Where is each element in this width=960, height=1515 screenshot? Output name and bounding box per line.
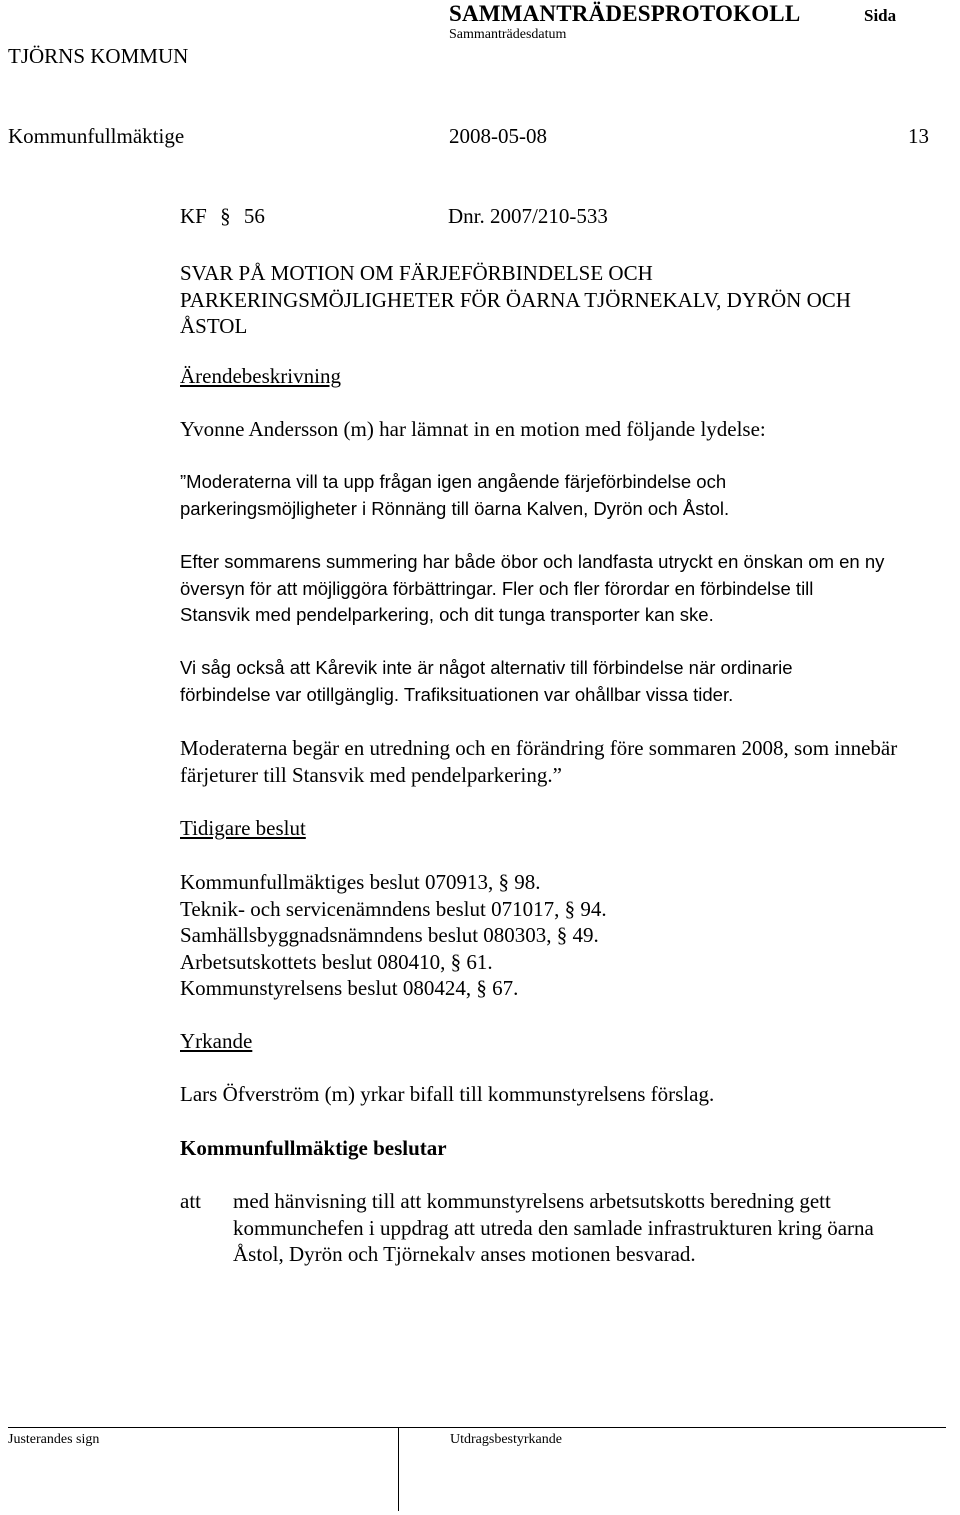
page-label: Sida — [864, 6, 897, 25]
meeting-date: 2008-05-08 — [449, 124, 547, 148]
case-title-line: SVAR PÅ MOTION OM FÄRJEFÖRBINDELSE OCH — [180, 261, 653, 285]
case-dnr: Dnr. 2007/210-533 — [448, 204, 608, 228]
motion-paragraph — [180, 469, 729, 522]
att-label: att — [180, 1189, 201, 1213]
list-item: Kommunstyrelsens beslut 080424, § 67. — [180, 976, 519, 1000]
arendebeskrivning-intro: Yvonne Andersson (m) har lämnat in en motion med följande lydelse: — [180, 417, 766, 441]
meeting-date-label: Sammanträdesdatum — [449, 27, 567, 42]
section-symbol: § — [220, 204, 231, 228]
section-number: 56 — [243, 204, 265, 228]
beslut-line: med hänvisning till att kommunstyrelsens arbetsutskotts beredning gett — [233, 1189, 831, 1213]
yrkande-heading: Yrkande — [180, 1029, 253, 1053]
case-reference — [180, 204, 608, 229]
page-number: 13 — [908, 124, 929, 148]
decision-body-name: Kommunfullmäktige — [8, 124, 185, 148]
protocol-title: SAMMANTRÄDESPROTOKOLL — [449, 1, 801, 26]
motion-line: Efter sommarens summering har både öbor och landfasta utryckt en önskan om en ny — [180, 551, 885, 572]
municipality-name: TJÖRNS KOMMUN — [8, 44, 189, 68]
motion-line: översyn för att möjliggöra förbättringar. Fler och fler förordar en förbindelse till — [180, 577, 814, 599]
tidigare-beslut-heading: Tidigare beslut — [180, 816, 306, 840]
motion-closing — [180, 735, 897, 788]
list-item: Teknik- och servicenämndens beslut 071017, § 94. — [180, 896, 607, 921]
list-item: Kommunfullmäktiges beslut 070913, § 98. — [180, 870, 541, 894]
footer-divider — [8, 1427, 946, 1428]
motion-line: förbindelse var otillgänglig. Trafiksituationen var ohållbar vissa tider. — [180, 683, 734, 705]
beslut-line: Åstol, Dyrön och Tjörnekalv anses motionen besvarad. — [233, 1242, 696, 1266]
yrkande-text: Lars Öfverström (m) yrkar bifall till kommunstyrelsens förslag. — [180, 1082, 715, 1106]
footer-vertical-divider — [398, 1427, 399, 1511]
kf-label: KF — [180, 204, 207, 228]
motion-line: parkeringsmöjligheter i Rönnäng till öarna Kalven, Dyrön och Åstol. — [180, 497, 730, 519]
motion-line: Vi såg också att Kårevik inte är något alternativ till förbindelse när ordinarie — [180, 657, 793, 678]
utdragsbestyrkande-label: Utdragsbestyrkande — [450, 1432, 562, 1447]
list-item: Arbetsutskottets beslut 080410, § 61. — [180, 949, 493, 974]
motion-paragraph — [180, 549, 884, 629]
justerandes-sign-label: Justerandes sign — [8, 1432, 100, 1447]
case-title-line: ÅSTOL — [180, 314, 248, 338]
arendebeskrivning-heading: Ärendebeskrivning — [180, 364, 341, 388]
motion-line: färjeturer till Stansvik med pendelparkering.” — [180, 762, 562, 787]
list-item: Samhällsbyggnadsnämndens beslut 080303, § 49. — [180, 923, 599, 947]
motion-paragraph — [180, 655, 793, 708]
motion-line: Moderaterna begär en utredning och en förändring före sommaren 2008, som innebär — [180, 736, 898, 760]
motion-line: Stansvik med pendelparkering, och dit tunga transporter kan ske. — [180, 604, 714, 625]
case-title — [180, 260, 940, 340]
tidigare-beslut-list — [180, 869, 607, 1002]
case-title-line: PARKERINGSMÖJLIGHETER FÖR ÖARNA TJÖRNEKALV, DYRÖN OCH — [180, 287, 851, 312]
beslut-heading: Kommunfullmäktige beslutar — [180, 1136, 447, 1160]
motion-line: ”Moderaterna vill ta upp frågan igen angående färjeförbindelse och — [180, 471, 727, 492]
beslut-line: kommunchefen i uppdrag att utreda den samlade infrastrukturen kring öarna — [233, 1215, 874, 1240]
beslut-text — [233, 1188, 874, 1268]
